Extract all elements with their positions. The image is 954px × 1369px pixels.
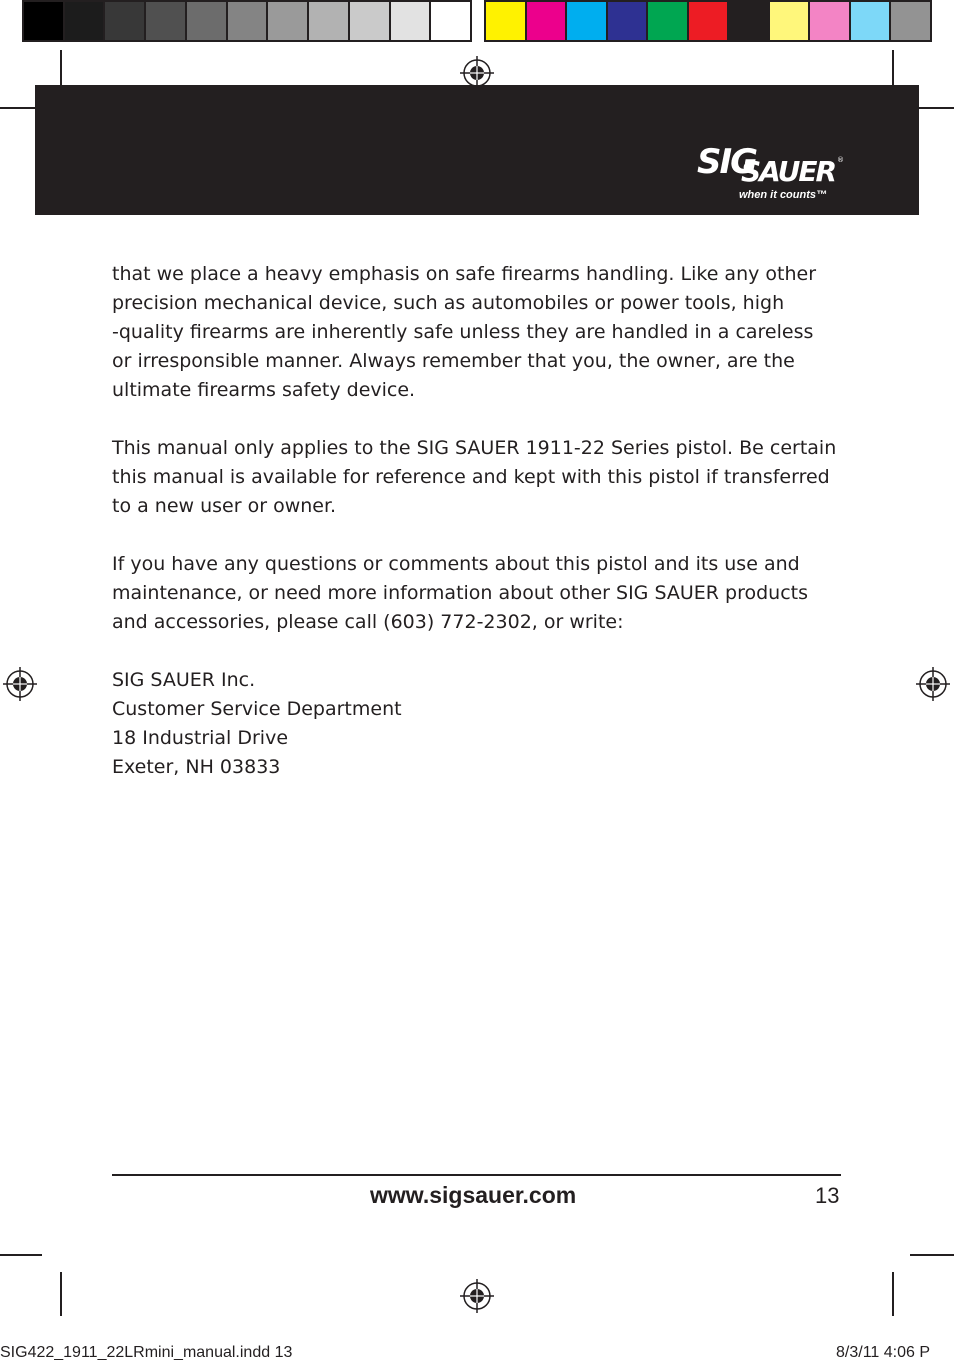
address-line: SIG SAUER Inc. (112, 669, 256, 691)
color-calibration-bar (484, 0, 932, 42)
registration-mark-icon (3, 667, 37, 701)
paragraph-applicability (112, 434, 837, 521)
gray-swatch (65, 2, 106, 40)
color-swatch (851, 2, 892, 40)
color-swatch (608, 2, 649, 40)
logo-tagline: when it counts™ (739, 189, 827, 201)
gray-swatch (24, 2, 65, 40)
grayscale-calibration-bar (22, 0, 472, 42)
crop-mark (892, 1272, 894, 1316)
manual-body-text (112, 260, 837, 811)
crop-mark (60, 1272, 62, 1316)
gray-swatch (391, 2, 432, 40)
text-line: -quality firearms are inherently safe unless they are handled in a careless (112, 321, 814, 343)
gray-swatch (268, 2, 309, 40)
color-swatch (689, 2, 730, 40)
gray-swatch (228, 2, 269, 40)
gray-swatch (187, 2, 228, 40)
page-number: 13 (815, 1183, 840, 1208)
logo-sig-text: SIG (697, 142, 757, 182)
color-swatch (810, 2, 851, 40)
address-line: Exeter, NH 03833 (112, 756, 281, 778)
address-line: Customer Service Department (112, 698, 402, 720)
text-line: This manual only applies to the SIG SAUER 1911-22 Series pistol. Be certain (112, 437, 837, 459)
gray-swatch (146, 2, 187, 40)
slug-date: 8/3/11 4:06 P (836, 1344, 930, 1361)
text-line: that we place a heavy emphasis on safe firearms handling. Like any other (112, 263, 817, 285)
crop-mark (910, 1254, 954, 1256)
sig-sauer-logo (697, 142, 847, 208)
gray-swatch (431, 2, 470, 40)
logo-registered-mark: ® (837, 156, 844, 164)
registration-mark-icon (916, 667, 950, 701)
color-swatch (648, 2, 689, 40)
color-swatch (527, 2, 568, 40)
color-swatch (770, 2, 811, 40)
gray-swatch (309, 2, 350, 40)
color-swatch (567, 2, 608, 40)
text-line: and accessories, please call (603) 772-2302, or write: (112, 611, 624, 633)
color-swatch (486, 2, 527, 40)
mailing-address (112, 666, 812, 782)
gray-swatch (105, 2, 146, 40)
text-line: ultimate firearms safety device. (112, 379, 416, 401)
logo-sauer-text: SAUER (741, 155, 836, 188)
gray-swatch (350, 2, 391, 40)
footer-rule (112, 1174, 841, 1176)
text-line: If you have any questions or comments about this pistol and its use and (112, 553, 800, 575)
paragraph-contact (112, 550, 812, 637)
address-line: 18 Industrial Drive (112, 727, 289, 749)
slug-filename: SIG422_1911_22LRmini_manual.indd 13 (0, 1344, 293, 1361)
paragraph-safety (112, 260, 817, 405)
registration-mark-icon (460, 1279, 494, 1313)
text-line: to a new user or owner. (112, 495, 337, 517)
text-line: or irresponsible manner. Always remember that you, the owner, are the (112, 350, 795, 372)
crop-mark (0, 1254, 42, 1256)
text-line: this manual is available for reference and kept with this pistol if transferred (112, 466, 830, 488)
color-swatch (729, 2, 770, 40)
color-swatch (891, 2, 930, 40)
text-line: maintenance, or need more information about other SIG SAUER products (112, 582, 808, 604)
footer-website-url: www.sigsauer.com (370, 1182, 577, 1208)
text-line: precision mechanical device, such as automobiles or power tools, high (112, 292, 785, 314)
